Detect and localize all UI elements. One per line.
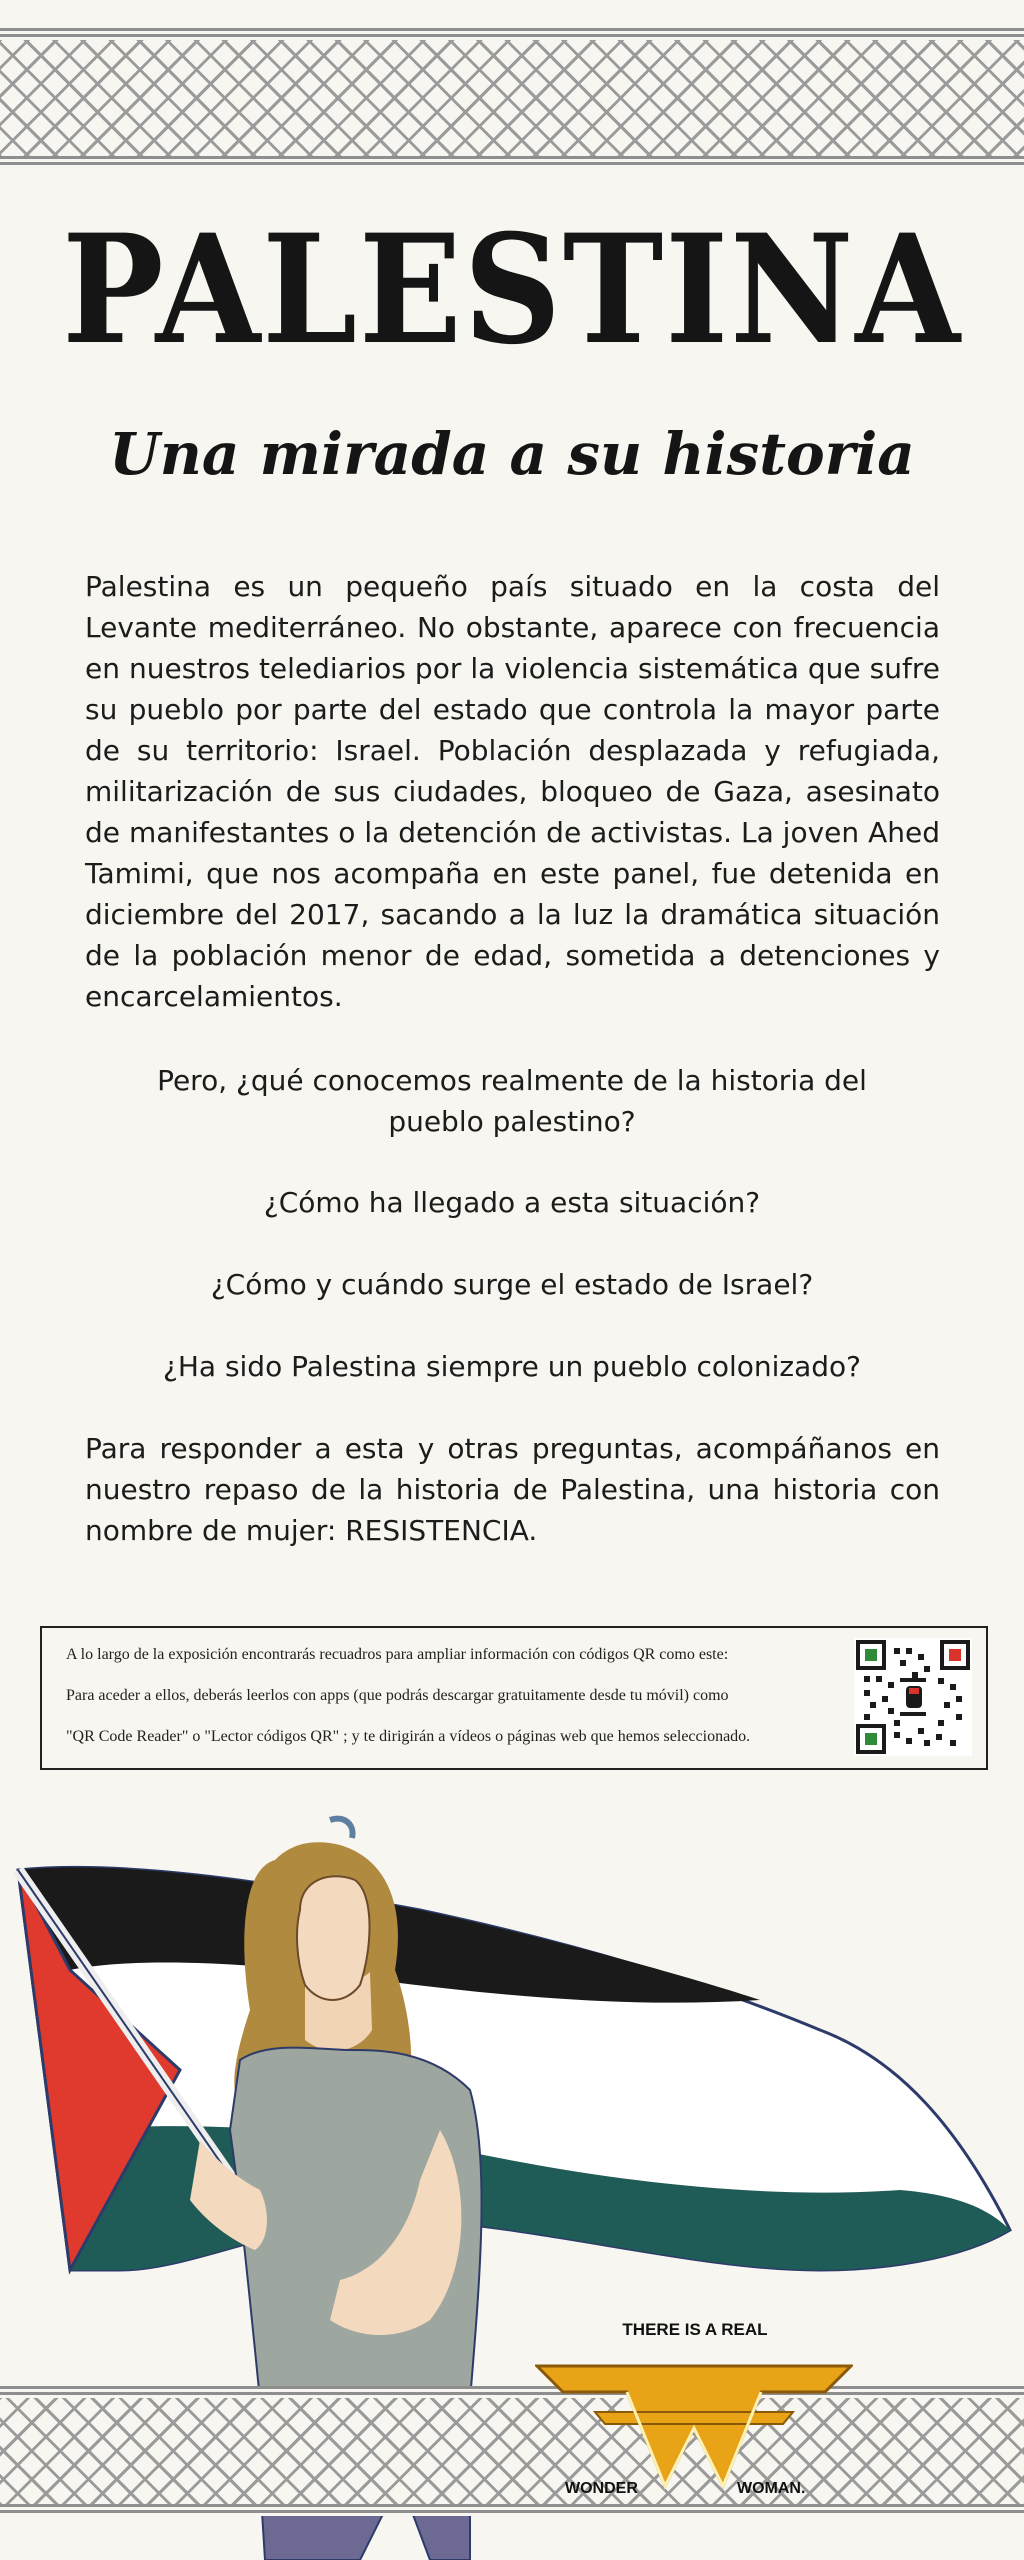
closing-paragraph: Para responder a esta y otras preguntas, acompáñanos en nuestro repaso de la historia de Palestina, una historia con nombre de mujer: RESISTENCIA. (85, 1432, 940, 1547)
page-title: PALESTINA (62, 202, 962, 378)
question-3: ¿Cómo y cuándo surge el estado de Israel? (210, 1268, 814, 1301)
page-subtitle: Una mirada a su historia (109, 420, 915, 488)
intro-paragraph: Palestina es un pequeño país situado en la costa del Levante mediterráneo. No obstante, aparece con frecuencia en nuestros telediarios por la violencia sistemática que sufre su pueblo por parte del estado que controla la mayor parte de su territorio: Israel. Población desplazada y refugiada, militarización de sus ciudades, bloqueo de Gaza, asesinato de manifestantes o la detención de activistas. La joven Ahed Tamimi, que nos acompaña en este panel, fue detenida en diciembre del 2017, sacando a la luz la dramática situación de la población menor de edad, sometida a detenciones y encarcelamientos. (85, 570, 940, 1013)
wonder-woman-logo-icon (535, 2348, 853, 2498)
qr-info-box (40, 1626, 988, 1770)
qr-info-line-2: Para aceder a ellos, deberás leerlos con apps (que podrás descargar gratuitamente desde tu móvil) como (66, 1687, 729, 1704)
slogan-left-text: WONDER (565, 2480, 638, 2497)
qr-info-line-3: "QR Code Reader" o "Lector códigos QR" ; y te dirigirán a vídeos o páginas web que hemos seleccionado. (66, 1728, 751, 1745)
slogan-right-text: WOMAN. (737, 2480, 806, 2497)
qr-code-icon[interactable] (854, 1638, 972, 1756)
qr-info-line-1: A lo largo de la exposición encontrarás recuadros para ampliar información con códigos QR como este: (66, 1646, 729, 1663)
question-1: Pero, ¿qué conocemos realmente de la historia del pueblo palestino? (157, 1064, 867, 1138)
bottom-pattern-band (0, 2386, 1024, 2516)
question-2: ¿Cómo ha llegado a esta situación? (263, 1186, 761, 1219)
question-4: ¿Ha sido Palestina siempre un pueblo colonizado? (162, 1350, 862, 1383)
top-pattern-band (0, 28, 1024, 168)
slogan-top-text: THERE IS A REAL (622, 2320, 768, 2339)
